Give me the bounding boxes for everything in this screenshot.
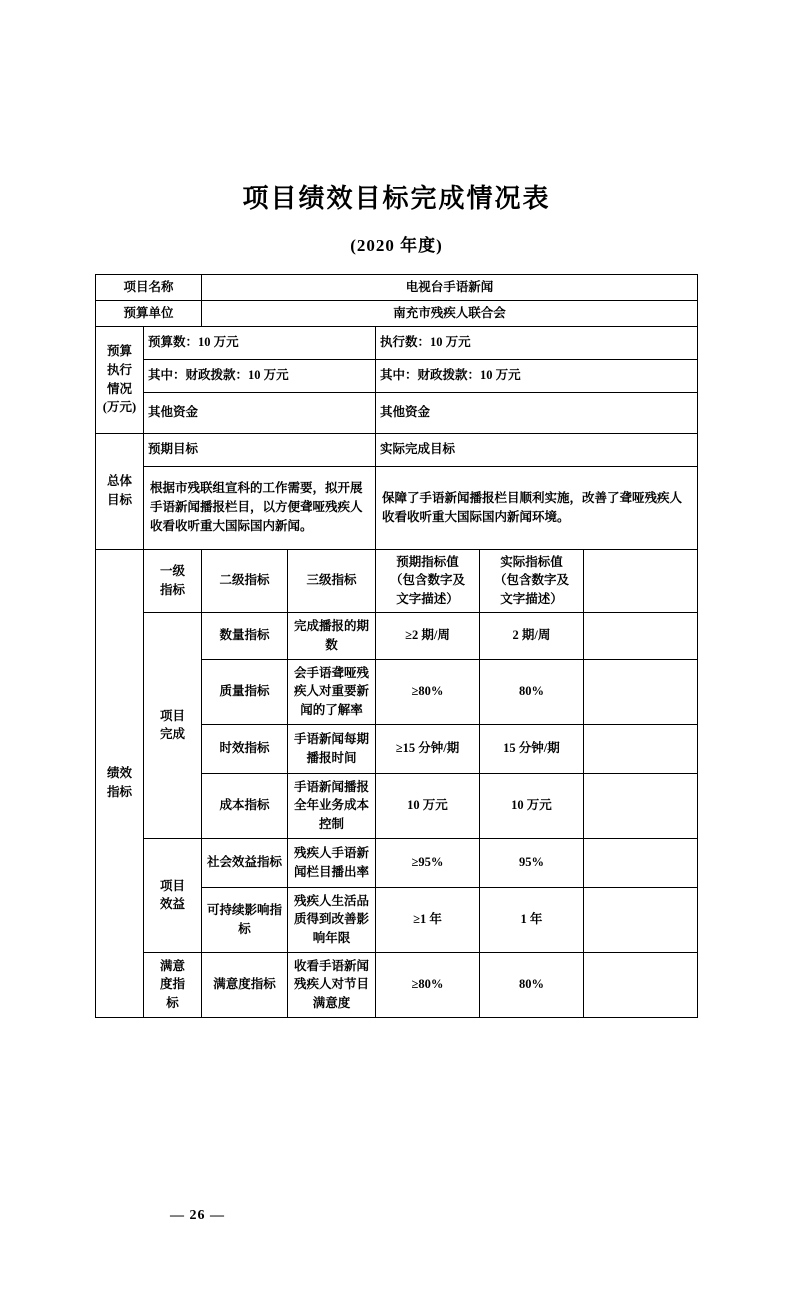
level2-indicator: 成本指标 xyxy=(201,773,287,838)
group-label-project-benefit: 项目 效益 xyxy=(143,838,201,952)
budget-unit-label: 预算单位 xyxy=(95,300,201,326)
performance-table xyxy=(95,274,698,1018)
expected-value: ≥2 期/周 xyxy=(375,612,479,659)
overall-goal-label: 总体 目标 xyxy=(95,433,143,549)
budget-row-left-1: 其中：财政拨款：10 万元 xyxy=(143,359,375,392)
overall-actual-text: 保障了手语新闻播报栏目顺利实施，改善了聋哑残疾人收看收听重大国际国内新闻环境。 xyxy=(375,466,697,549)
level2-indicator: 社会效益指标 xyxy=(201,838,287,887)
actual-value: 2 期/周 xyxy=(479,612,583,659)
project-name-value: 电视台手语新闻 xyxy=(201,275,697,301)
level3-indicator: 收看手语新闻 残疾人对节目 满意度 xyxy=(287,952,375,1017)
level3-indicator: 手语新闻每期 播报时间 xyxy=(287,724,375,773)
extra-value xyxy=(583,724,697,773)
budget-row-left-0: 预算数：10 万元 xyxy=(143,326,375,359)
table-row-project-name xyxy=(95,275,697,301)
actual-value: 15 分钟/期 xyxy=(479,724,583,773)
project-name-label: 项目名称 xyxy=(95,275,201,301)
actual-value: 1 年 xyxy=(479,887,583,952)
budget-row-left-2: 其他资金 xyxy=(143,392,375,433)
budget-row-right-1: 其中：财政拨款：10 万元 xyxy=(375,359,697,392)
expected-value: 10 万元 xyxy=(375,773,479,838)
extra-value xyxy=(583,612,697,659)
table-row-overall-body xyxy=(95,466,697,549)
page-subtitle: (2020 年度) xyxy=(350,236,443,255)
table-row-perf-header xyxy=(95,549,697,612)
budget-exec-label: 预算 执行 情况 (万元) xyxy=(95,326,143,433)
header-expected-value: 预期指标值 （包含数字及 文字描述） xyxy=(375,549,479,612)
budget-row-right-2: 其他资金 xyxy=(375,392,697,433)
level2-indicator: 可持续影响指 标 xyxy=(201,887,287,952)
level3-indicator: 残疾人生活品 质得到改善影 响年限 xyxy=(287,887,375,952)
overall-expected-header: 预期目标 xyxy=(143,433,375,466)
expected-value: ≥80% xyxy=(375,659,479,724)
extra-value xyxy=(583,952,697,1017)
overall-expected-text: 根据市残联组宣科的工作需要，拟开展手语新闻播报栏目，以方便聋哑残疾人收看收听重大国际国内新闻。 xyxy=(143,466,375,549)
extra-value xyxy=(583,838,697,887)
level3-indicator: 会手语聋哑残 疾人对重要新 闻的了解率 xyxy=(287,659,375,724)
level3-indicator: 完成播报的期 数 xyxy=(287,612,375,659)
actual-value: 80% xyxy=(479,659,583,724)
overall-actual-header: 实际完成目标 xyxy=(375,433,697,466)
table-row-g1-r0 xyxy=(95,838,697,887)
header-level2: 二级指标 xyxy=(201,549,287,612)
table-row-overall-header xyxy=(95,433,697,466)
extra-value xyxy=(583,773,697,838)
document-page xyxy=(0,178,793,1300)
expected-value: ≥80% xyxy=(375,952,479,1017)
table-row-budget-exec-1 xyxy=(95,326,697,359)
level2-indicator: 数量指标 xyxy=(201,612,287,659)
level3-indicator: 手语新闻播报 全年业务成本 控制 xyxy=(287,773,375,838)
header-actual-value: 实际指标值 （包含数字及 文字描述） xyxy=(479,549,583,612)
page-footer xyxy=(0,1208,793,1224)
level2-indicator: 满意度指标 xyxy=(201,952,287,1017)
budget-unit-value: 南充市残疾人联合会 xyxy=(201,300,697,326)
actual-value: 95% xyxy=(479,838,583,887)
table-row-budget-unit xyxy=(95,300,697,326)
actual-value: 10 万元 xyxy=(479,773,583,838)
extra-value xyxy=(583,659,697,724)
page-title: 项目绩效目标完成情况表 xyxy=(242,184,551,213)
perf-indicator-label: 绩效 指标 xyxy=(95,549,143,1017)
level2-indicator: 时效指标 xyxy=(201,724,287,773)
group-label-project-completion: 项目 完成 xyxy=(143,612,201,838)
group-label-satisfaction: 满意 度指 标 xyxy=(143,952,201,1017)
table-row-budget-exec-2 xyxy=(95,359,697,392)
page-number: — 26 — xyxy=(170,1208,225,1223)
table-row-budget-exec-3 xyxy=(95,392,697,433)
table-row-g2-r0 xyxy=(95,952,697,1017)
header-blank xyxy=(583,549,697,612)
header-level1: 一级 指标 xyxy=(143,549,201,612)
header-level3: 三级指标 xyxy=(287,549,375,612)
level3-indicator: 残疾人手语新 闻栏目播出率 xyxy=(287,838,375,887)
actual-value: 80% xyxy=(479,952,583,1017)
expected-value: ≥15 分钟/期 xyxy=(375,724,479,773)
table-row-g0-r0 xyxy=(95,612,697,659)
extra-value xyxy=(583,887,697,952)
expected-value: ≥95% xyxy=(375,838,479,887)
budget-row-right-0: 执行数：10 万元 xyxy=(375,326,697,359)
level2-indicator: 质量指标 xyxy=(201,659,287,724)
expected-value: ≥1 年 xyxy=(375,887,479,952)
